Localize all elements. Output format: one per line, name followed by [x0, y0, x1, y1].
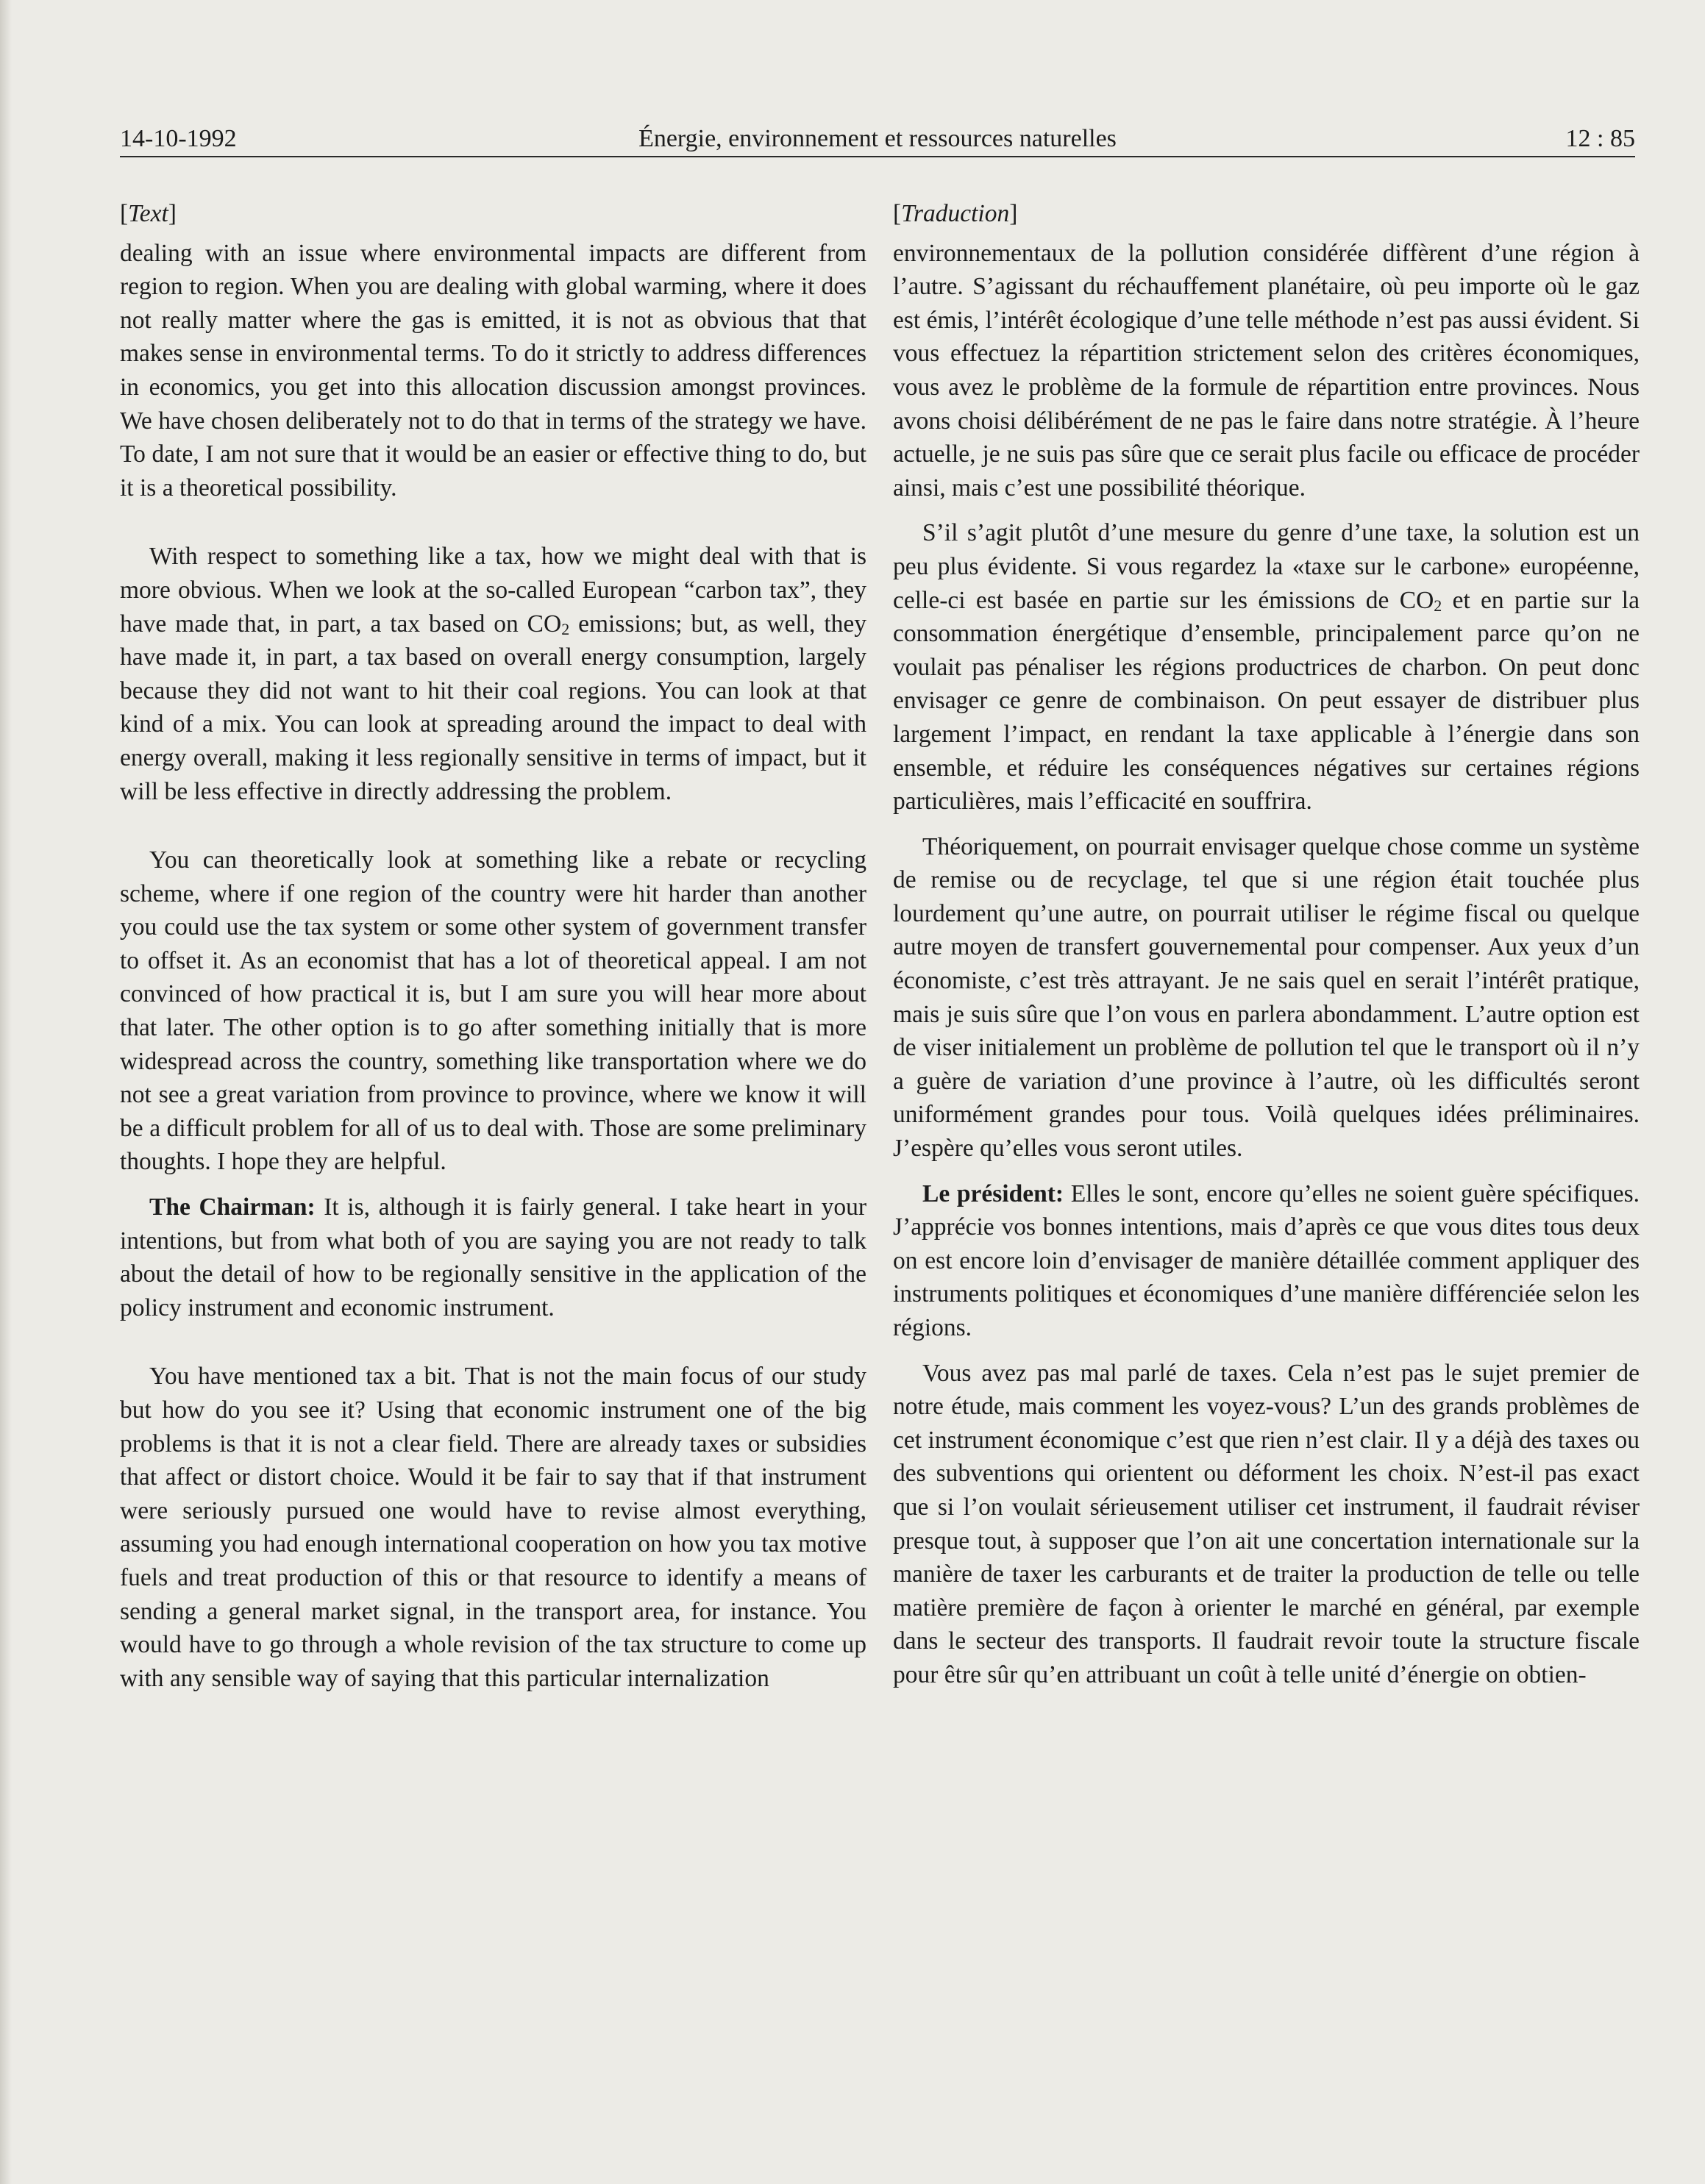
paragraph-1: dealing with an issue where environmental impacts are different from region to region. When you are dealing with global warming, where it does not really matter where the gas is emitted, it is not as obvious that that makes sense in environmental terms. To do it strictly to address differences in economics, you get into this allocation discussion amongst provinces. We have chosen deliberately not to do that in terms of the strategy we have. To date, I am not sure that it would be an easier or effective thing to do, but it is a theoretical possibility. — [120, 239, 866, 502]
header-page-number: 12 : 85 — [1565, 125, 1635, 152]
column-label-traduction: [Traduction] — [893, 200, 1018, 227]
english-column — [120, 197, 866, 1730]
speaker-label: The Chairman: — [149, 1193, 316, 1221]
french-column — [893, 197, 1640, 1727]
paragraph-3: You can theoretically look at something like a rebate or recycling scheme, where if one region of the country were hit harder than another you could use the tax system or some other system of government transfer to offset it. As an economist that has a lot of theoretical appeal. I am not convinced of how practical it is, but I am sure you will hear more about that later. The other option is to go after something initially that is more widespread across the country, something like transportation where we do not see a great variation from province to province, where we know it will be a difficult problem for all of us to deal with. Those are some preliminary thoughts. I hope they are helpful. — [120, 846, 866, 1176]
paragraph-5: Vous avez pas mal parlé de taxes. Cela n’est pas le sujet premier de notre étude, mais comment les voyez-vous? L’un des grands problèmes de cet instrument économique c’est que rien n’est clair. Il y a déjà des taxes ou des subventions qui orientent ou déforment les choix. N’est-il pas exact que si l’on voulait sérieusement utiliser cet instrument, il faudrait réviser presque tout, à supposer que l’on ait une concertation internationale sur la manière de taxer les carburants et de traiter la production de telle ou telle matière première de façon à orienter le marché en général, par exemple dans le secteur des transports. Il faudrait revoir toute la structure fiscale pour être sûr qu’en attribuant un coût à telle unité d’énergie on obtien- — [893, 1359, 1640, 1688]
paragraph-1: environnementaux de la pollution considérée diffèrent d’une région à l’autre. S’agissant du réchauffement planétaire, où peu importe où le gaz est émis, l’intérêt écologique d’une telle méthode n’est pas aussi évident. Si vous effectuez la répartition strictement selon des critères économiques, vous avez le problème de la formule de répartition entre provinces. Nous avons choisi délibérément de ne pas le faire dans notre stratégie. À l’heure actuelle, je ne suis pas sûre que ce serait plus facile ou efficace de procéder ainsi, mais c’est une possibilité théorique. — [893, 239, 1640, 502]
page-edge-shadow — [0, 0, 12, 2184]
header-date: 14-10-1992 — [120, 125, 237, 152]
running-header — [120, 121, 1635, 159]
paragraph-3: Théoriquement, on pourrait envisager quelque chose comme un système de remise ou de recyclage, tel que si une région était touchée plus lourdement qu’une autre, on pourrait utiliser le régime fiscal ou quelque autre moyen de transfert gouvernemental pour compenser. Aux yeux d’un économiste, c’est très attrayant. Je ne sais quel en serait l’intérêt pratique, mais je suis sûre que l’on vous en parlera abondamment. L’autre option est de viser initialement un problème de pollution tel que le transport où il n’y a guère de variation d’une province à l’autre, où les difficultés seront uniformément grandes pour tous. Voilà quelques idées préliminaires. J’espère qu’elles vous seront utiles. — [893, 832, 1640, 1163]
column-label-text: [Text] — [120, 200, 177, 227]
header-rule — [120, 156, 1635, 157]
speaker-label: Le président: — [922, 1180, 1064, 1207]
paragraph-2: S’il s’agit plutôt d’une mesure du genre d’une taxe, la solution est un peu plus évidente. Si vous regardez la «taxe sur le carbone» européenne, celle-ci est basée en partie sur les émissions de $CO_2$ et en partie sur la consommation énergétique d’ensemble, principalement parce qu’on ne voulait pas pénaliser les régions productrices de charbon. On peut donc envisager ce genre de combinaison. On peut essayer de distribuer plus largement l’impact, en rendant la taxe applicable à l’énergie dans son ensemble, et réduire les conséquences négatives sur certaines régions particulières, mais l’efficacité en souffrira. — [893, 519, 1640, 816]
header-title: Énergie, environnement et ressources naturelles — [638, 125, 1117, 152]
paragraph-5: You have mentioned tax a bit. That is not the main focus of our study but how do you see it? Using that economic instrument one of the big problems is that it is not a clear field. There are already taxes or subsidies that affect or distort choice. Would it be fair to say that if that instrument were seriously pursued one would have to revise almost everything, assuming you had enough international cooperation on how you tax motive fuels and treat production of this or that resource to identify a means of sending a general market signal, in the transport area, for instance. You would have to go through a whole revision of the tax structure to come up with any sensible way of saying that this particular internalization — [120, 1363, 866, 1692]
paragraph-4: Le président: Elles le sont, encore qu’elles ne soient guère spécifiques. J’apprécie vos bonnes intentions, mais d’après ce que vous dites tous deux on est encore loin d’envisager de manière détaillée comment appliquer des instruments politiques et économiques d’une manière différenciée selon les régions. — [893, 1180, 1640, 1341]
paragraph-4: The Chairman: It is, although it is fairly general. I take heart in your intentions, but from what both of you are saying you are not ready to talk about the detail of how to be regionally sensitive in the application of the policy instrument and economic instrument. — [120, 1193, 866, 1321]
paragraph-2: With respect to something like a tax, how we might deal with that is more obvious. When we look at the so-called European “carbon tax”, they have made that, in part, a tax based on $CO_2$ emissions; but, as well, they have made it, in part, a tax based on overall energy consumption, largely because they did not want to hit their coal regions. You can look at that kind of a mix. You can look at spreading around the impact to deal with energy overall, making it less regionally sensitive in terms of impact, but it will be less effective in directly addressing the problem. — [120, 543, 866, 805]
